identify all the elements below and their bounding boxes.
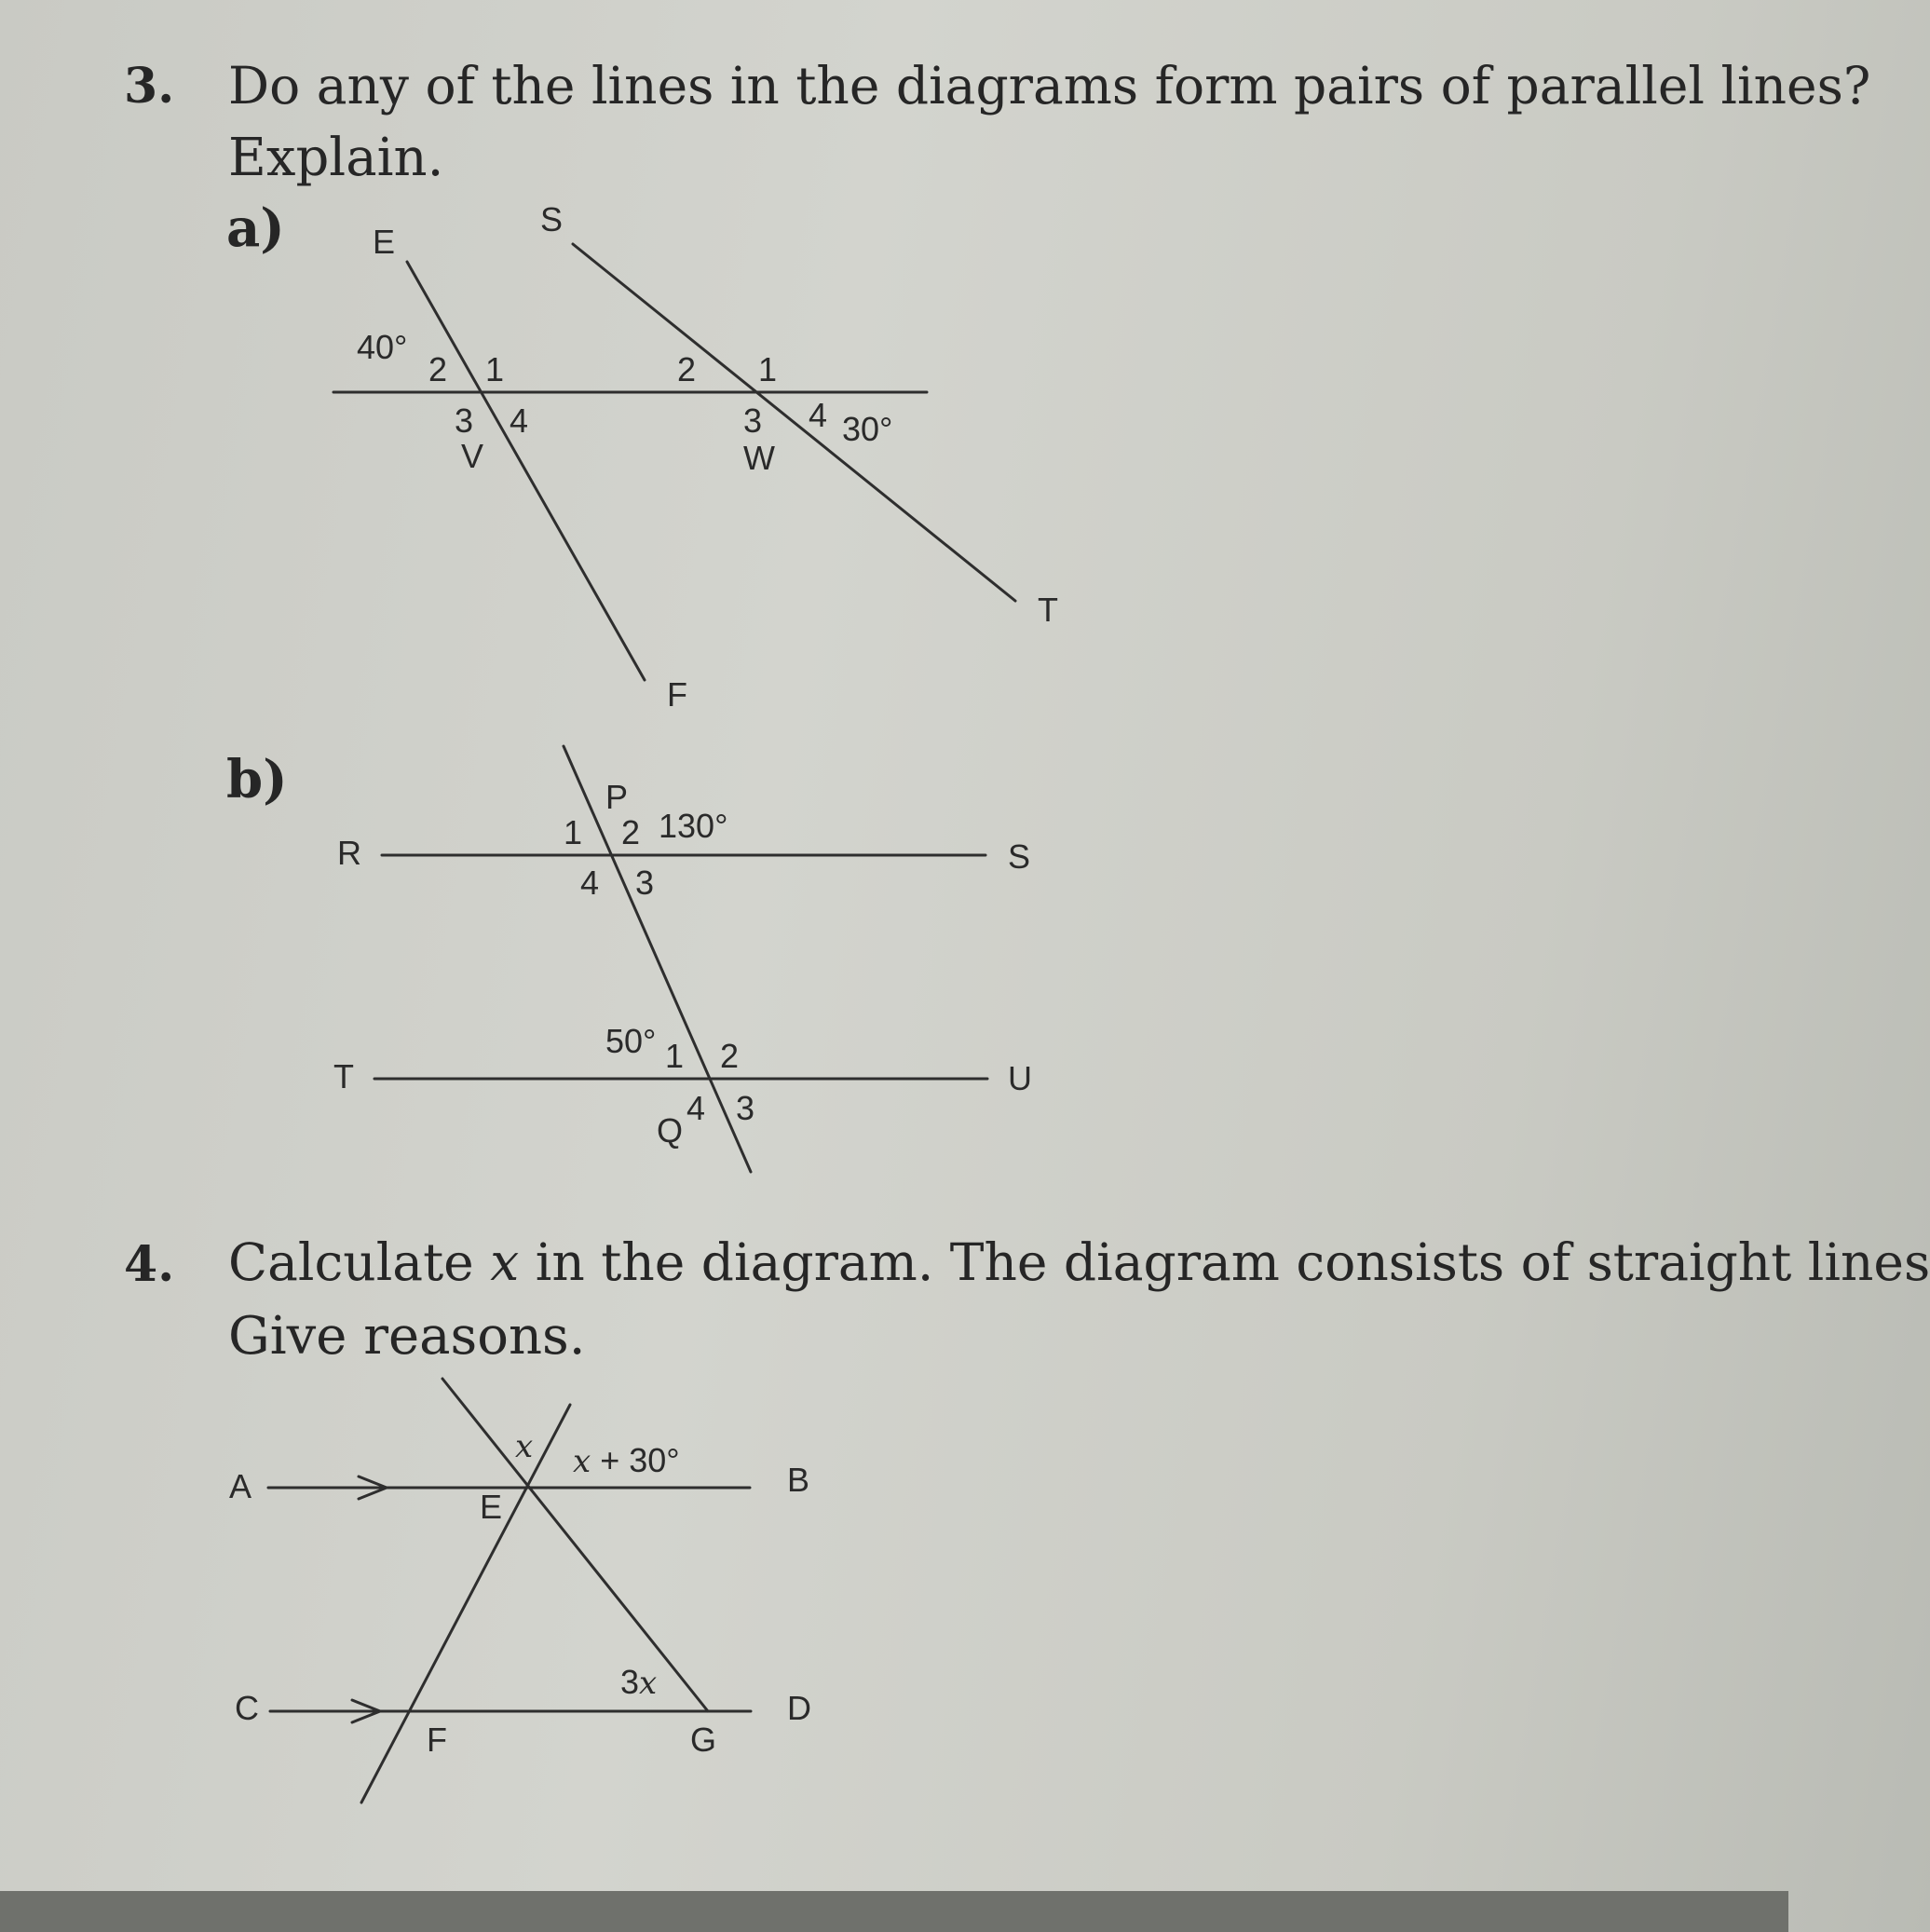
label-b: B bbox=[787, 1461, 810, 1499]
label-w: W bbox=[743, 439, 775, 477]
label-t-b: T bbox=[333, 1057, 354, 1095]
angle-v-1: 1 bbox=[485, 350, 505, 388]
line-through-e-g bbox=[442, 1379, 708, 1711]
question-4-text-a: Calculate bbox=[228, 1232, 491, 1292]
angle-w-2: 2 bbox=[677, 350, 697, 388]
angle-q-4: 4 bbox=[686, 1089, 706, 1127]
label-r: R bbox=[337, 834, 361, 872]
angle-p-4: 4 bbox=[580, 864, 600, 902]
question-4-text-b: in the diagram. The diagram consists of straight lines bbox=[519, 1232, 1930, 1292]
angle-w-3: 3 bbox=[743, 401, 763, 440]
angle-q-1: 1 bbox=[665, 1037, 685, 1075]
angle-p-3: 3 bbox=[635, 864, 655, 902]
angle-v-4: 4 bbox=[510, 401, 529, 440]
label-s: S bbox=[540, 200, 564, 238]
label-a: A bbox=[229, 1467, 252, 1505]
line-through-e-f bbox=[361, 1405, 570, 1803]
question-3-line-1: Do any of the lines in the diagrams form pairs of parallel lines? bbox=[228, 56, 1871, 116]
angle-x-plus-30-rest: + 30° bbox=[591, 1441, 680, 1479]
angle-50: 50° bbox=[605, 1022, 657, 1060]
question-4-number: 4. bbox=[124, 1236, 175, 1293]
part-b-label: b) bbox=[226, 749, 288, 810]
angle-130: 130° bbox=[659, 807, 728, 845]
angle-q-3: 3 bbox=[736, 1089, 755, 1127]
label-v: V bbox=[461, 437, 484, 475]
label-u: U bbox=[1008, 1059, 1032, 1097]
label-s-b: S bbox=[1008, 837, 1031, 876]
angle-3x-var: x bbox=[639, 1665, 658, 1702]
label-e-4: E bbox=[480, 1488, 503, 1526]
angle-40: 40° bbox=[357, 328, 408, 366]
label-g: G bbox=[690, 1721, 717, 1759]
question-3-line-2: Explain. bbox=[228, 128, 444, 188]
angle-30: 30° bbox=[842, 410, 893, 448]
angle-p-1: 1 bbox=[564, 813, 583, 851]
angle-q-2: 2 bbox=[720, 1037, 740, 1075]
label-q: Q bbox=[657, 1111, 684, 1150]
question-4-variable-x: x bbox=[490, 1232, 520, 1292]
page-bottom-edge bbox=[0, 1891, 1788, 1932]
question-4-line-2: Give reasons. bbox=[228, 1306, 586, 1367]
angle-w-1: 1 bbox=[758, 350, 778, 388]
angle-v-3: 3 bbox=[455, 401, 474, 440]
angle-x-plus-30 bbox=[573, 1441, 680, 1480]
angle-w-4: 4 bbox=[809, 396, 828, 434]
label-f-4: F bbox=[427, 1721, 447, 1759]
angle-p-2: 2 bbox=[621, 813, 641, 851]
label-d: D bbox=[787, 1689, 811, 1727]
angle-x: x bbox=[515, 1428, 534, 1465]
label-e: E bbox=[373, 223, 396, 261]
angle-3x-num: 3 bbox=[620, 1663, 640, 1701]
label-t: T bbox=[1038, 591, 1058, 629]
angle-x-plus-30-var: x bbox=[573, 1443, 591, 1480]
label-p: P bbox=[605, 778, 629, 816]
part-a-label: a) bbox=[226, 197, 285, 259]
label-f: F bbox=[667, 675, 687, 714]
label-c: C bbox=[235, 1689, 259, 1727]
question-3-number: 3. bbox=[124, 58, 175, 115]
angle-3x bbox=[620, 1663, 657, 1702]
angle-v-2: 2 bbox=[428, 350, 448, 388]
